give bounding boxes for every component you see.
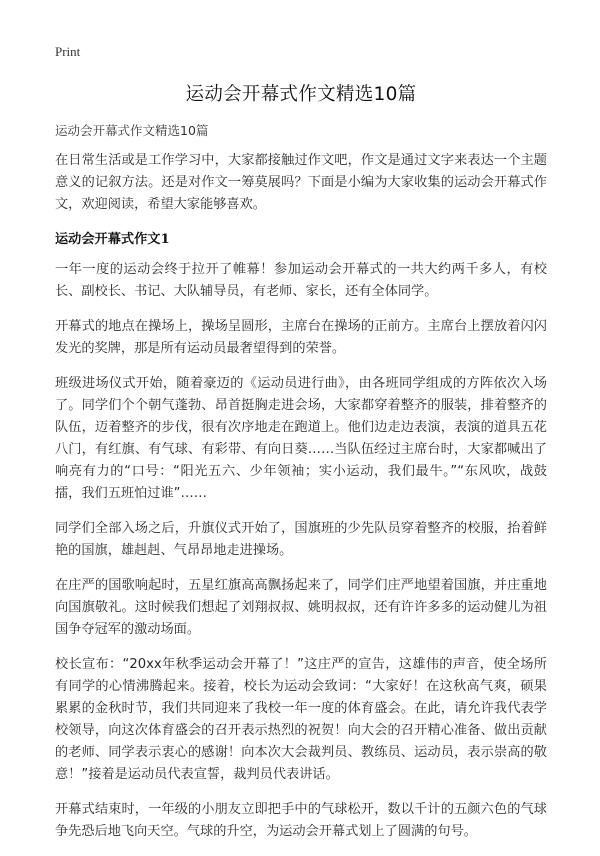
document-subtitle: 运动会开幕式作文精选10篇 bbox=[55, 123, 209, 138]
document-title: 运动会开幕式作文精选10篇 bbox=[185, 84, 417, 105]
paragraph: 一年一度的运动会终于拉开了帷幕！参加运动会开幕式的一共大约两千多人，有校长、副校长、书记、大队辅导员，有老师、家长，还有全体同学。 bbox=[55, 262, 547, 299]
print-link[interactable]: Print bbox=[55, 44, 81, 59]
paragraph: 校长宣布：“20xx年秋季运动会开幕了！”这庄严的宣告，这雄伟的声音，使全场所有同学的心情沸腾起来。接着，校长为运动会致词：“大家好！在这秋高气爽，硕果累累的金秋时节，我们共同迎来了我校一年一度的体育盛会。在此，请允许我代表学校领导，向这次体育盛会的召开表示热烈的祝贺！向大会的召开精心准备、做出贡献的老师、同学表示衷心的感谢！向本次大会裁判员、教练员、运动员，表示崇高的敬意！”接着是运动员代表宣誓，裁判员代表讲话。 bbox=[55, 657, 547, 782]
paragraph: 开幕式结束时，一年级的小朋友立即把手中的气球松开，数以千计的五颜六色的气球争先恐后地飞向天空。气球的升空，为运动会开幕式划上了圆满的句号。 bbox=[55, 802, 547, 839]
section-heading: 运动会开幕式作文1 bbox=[55, 232, 170, 247]
paragraph: 开幕式的地点在操场上，操场呈圆形，主席台在操场的正前方。主席台上摆放着闪闪发光的奖牌，那是所有运动员最奢望得到的荣誉。 bbox=[55, 319, 547, 356]
paragraph: 在庄严的国歌响起时，五星红旗高高飘扬起来了，同学们庄严地望着国旗，并庄重地向国旗敬礼。这时候我们想起了刘翔叔叔、姚明叔叔，还有许许多多的运动健儿为祖国争夺冠军的激动场面。 bbox=[55, 578, 547, 637]
paragraph: 班级进场仪式开始，随着豪迈的《运动员进行曲》，由各班同学组成的方阵依次入场了。同学们个个朝气蓬勃、昂首挺胸走进会场，大家都穿着整齐的服装，排着整齐的队伍，迈着整齐的步伐，很有次序地走在跑道上。他们边走边表演，表演的道具五花八门，有红旗、有气球、有彩带、有向日葵……当队伍经过主席台时，大家都喊出了响亮有力的“口号：“阳光五六、少年领袖；实小运动，我们最牛。”“东风吹，战鼓擂，我们五班怕过谁”…… bbox=[55, 376, 547, 501]
article-body bbox=[55, 150, 547, 856]
paragraph: 同学们全部入场之后，升旗仪式开始了，国旗班的少先队员穿着整齐的校服，抬着鲜艳的国旗，雄赳赳、气昂昂地走进操场。 bbox=[55, 521, 547, 558]
intro-paragraph: 在日常生活或是工作学习中，大家都接触过作文吧，作文是通过文字来表达一个主题意义的记叙方法。还是对作文一筹莫展吗？下面是小编为大家收集的运动会开幕式作文，欢迎阅读，希望大家能够喜欢。 bbox=[55, 153, 547, 212]
